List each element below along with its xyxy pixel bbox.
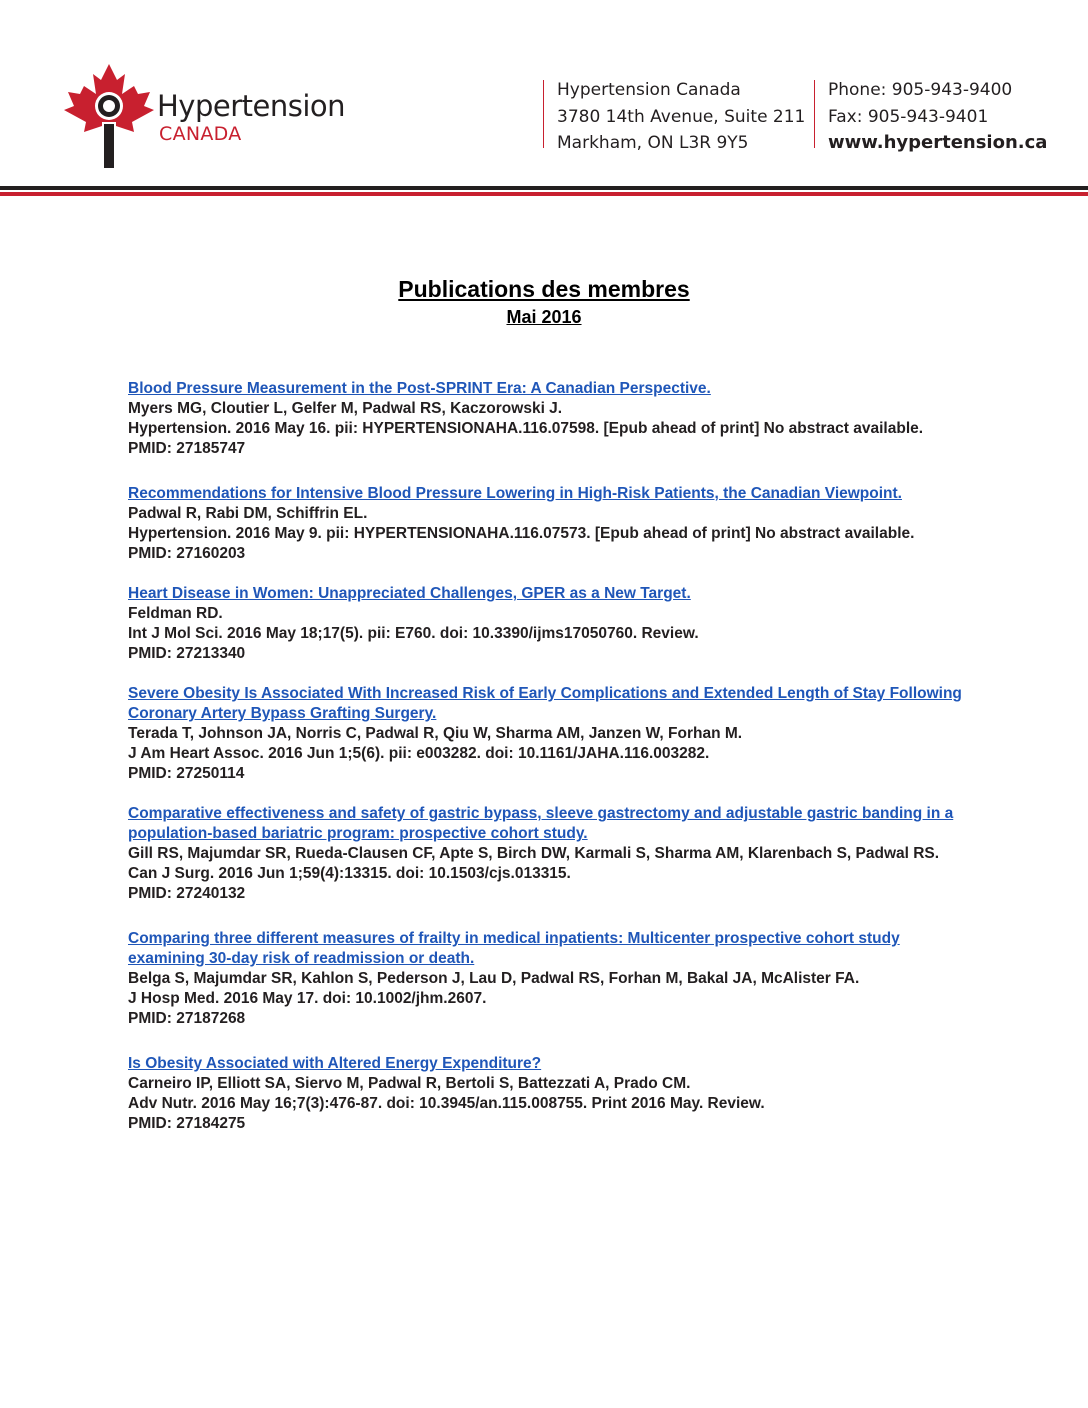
city-address: Markham, ON L3R 9Y5: [557, 133, 749, 153]
address-block: [557, 77, 805, 157]
header-divider: [543, 80, 544, 148]
publication-authors: Carneiro IP, Elliott SA, Siervo M, Padwal R, Bertoli S, Battezzati A, Prado CM.: [128, 1075, 691, 1092]
publication-title-link[interactable]: Is Obesity Associated with Altered Energy Expenditure?: [128, 1055, 542, 1072]
page-title: Publications des membres: [398, 276, 690, 302]
letterhead: [0, 0, 1088, 200]
publication-authors: Gill RS, Majumdar SR, Rueda-Clausen CF, Apte S, Birch DW, Karmali S, Sharma AM, Klarenbach S, Padwal RS.: [128, 845, 940, 862]
publication-citation: Hypertension. 2016 May 16. pii: HYPERTENSIONAHA.116.07598. [Epub ahead of print] No abstract available.: [128, 420, 924, 437]
maple-leaf-icon: [62, 62, 157, 170]
publication-citation: Int J Mol Sci. 2016 May 18;17(5). pii: E760. doi: 10.3390/ijms17050760. Review.: [128, 625, 699, 642]
publication-entry: [128, 584, 968, 664]
publication-title-link[interactable]: Severe Obesity Is Associated With Increased Risk of Early Complications and Extended Length of Stay Following Coronary Artery Bypass Grafting Surgery.: [128, 685, 962, 722]
publication-entry: [128, 484, 968, 564]
phone-number: Phone: 905-943-9400: [828, 80, 1013, 100]
publication-title-link[interactable]: Comparing three different measures of frailty in medical inpatients: Multicenter prospective cohort study examining 30-day risk of readmission or death.: [128, 930, 900, 967]
publication-entry: [128, 929, 968, 1029]
website-link[interactable]: www.hypertension.ca: [828, 132, 1048, 153]
publication-entry: [128, 379, 968, 459]
publication-pmid: PMID: 27187268: [128, 1010, 246, 1027]
contact-block: [828, 77, 1047, 157]
publication-citation: J Am Heart Assoc. 2016 Jun 1;5(6). pii: e003282. doi: 10.1161/JAHA.116.003282.: [128, 745, 710, 762]
logo-wordmark: Hypertension: [157, 89, 346, 123]
hypertension-canada-logo: [62, 62, 352, 170]
publication-title-link[interactable]: Comparative effectiveness and safety of gastric bypass, sleeve gastrectomy and adjustable gastric banding in a population-based bariatric program: prospective cohort study.: [128, 805, 954, 842]
publication-title-link[interactable]: Recommendations for Intensive Blood Pressure Lowering in High-Risk Patients, the Canadian Viewpoint.: [128, 485, 902, 502]
publication-pmid: PMID: 27184275: [128, 1115, 246, 1132]
publication-title-link[interactable]: Heart Disease in Women: Unappreciated Challenges, GPER as a New Target.: [128, 585, 691, 602]
publication-authors: Belga S, Majumdar SR, Kahlon S, Pederson J, Lau D, Padwal RS, Forhan M, Bakal JA, McAlister FA.: [128, 970, 860, 987]
logo-subtext: CANADA: [159, 123, 242, 145]
publication-citation: Hypertension. 2016 May 9. pii: HYPERTENSIONAHA.116.07573. [Epub ahead of print] No abstract available.: [128, 525, 915, 542]
publication-pmid: PMID: 27160203: [128, 545, 246, 562]
header-divider: [814, 80, 815, 148]
fax-number: Fax: 905-943-9401: [828, 106, 989, 127]
publication-authors: Myers MG, Cloutier L, Gelfer M, Padwal RS, Kaczorowski J.: [128, 400, 563, 417]
publication-pmid: PMID: 27185747: [128, 440, 246, 457]
street-address: 3780 14th Avenue, Suite 211: [557, 106, 806, 127]
header-rule-red: [0, 192, 1088, 196]
publication-list: [128, 379, 968, 1134]
page-subtitle: Mai 2016: [506, 307, 582, 327]
publication-title-link[interactable]: Blood Pressure Measurement in the Post-SPRINT Era: A Canadian Perspective.: [128, 380, 711, 397]
publication-authors: Feldman RD.: [128, 605, 223, 622]
header-rule-black: [0, 186, 1088, 190]
publication-entry: [128, 1054, 968, 1134]
publication-citation: Adv Nutr. 2016 May 16;7(3):476-87. doi: 10.3945/an.115.008755. Print 2016 May. Review.: [128, 1095, 765, 1112]
publication-pmid: PMID: 27240132: [128, 885, 246, 902]
publication-authors: Padwal R, Rabi DM, Schiffrin EL.: [128, 505, 368, 522]
publication-authors: Terada T, Johnson JA, Norris C, Padwal R, Qiu W, Sharma AM, Janzen W, Forhan M.: [128, 725, 743, 742]
publication-entry: [128, 684, 968, 784]
publication-citation: Can J Surg. 2016 Jun 1;59(4):13315. doi: 10.1503/cjs.013315.: [128, 865, 571, 882]
publication-citation: J Hosp Med. 2016 May 17. doi: 10.1002/jhm.2607.: [128, 990, 487, 1007]
publication-pmid: PMID: 27213340: [128, 645, 246, 662]
org-name: Hypertension Canada: [557, 80, 741, 100]
publication-entry: [128, 804, 968, 904]
publication-pmid: PMID: 27250114: [128, 765, 245, 782]
